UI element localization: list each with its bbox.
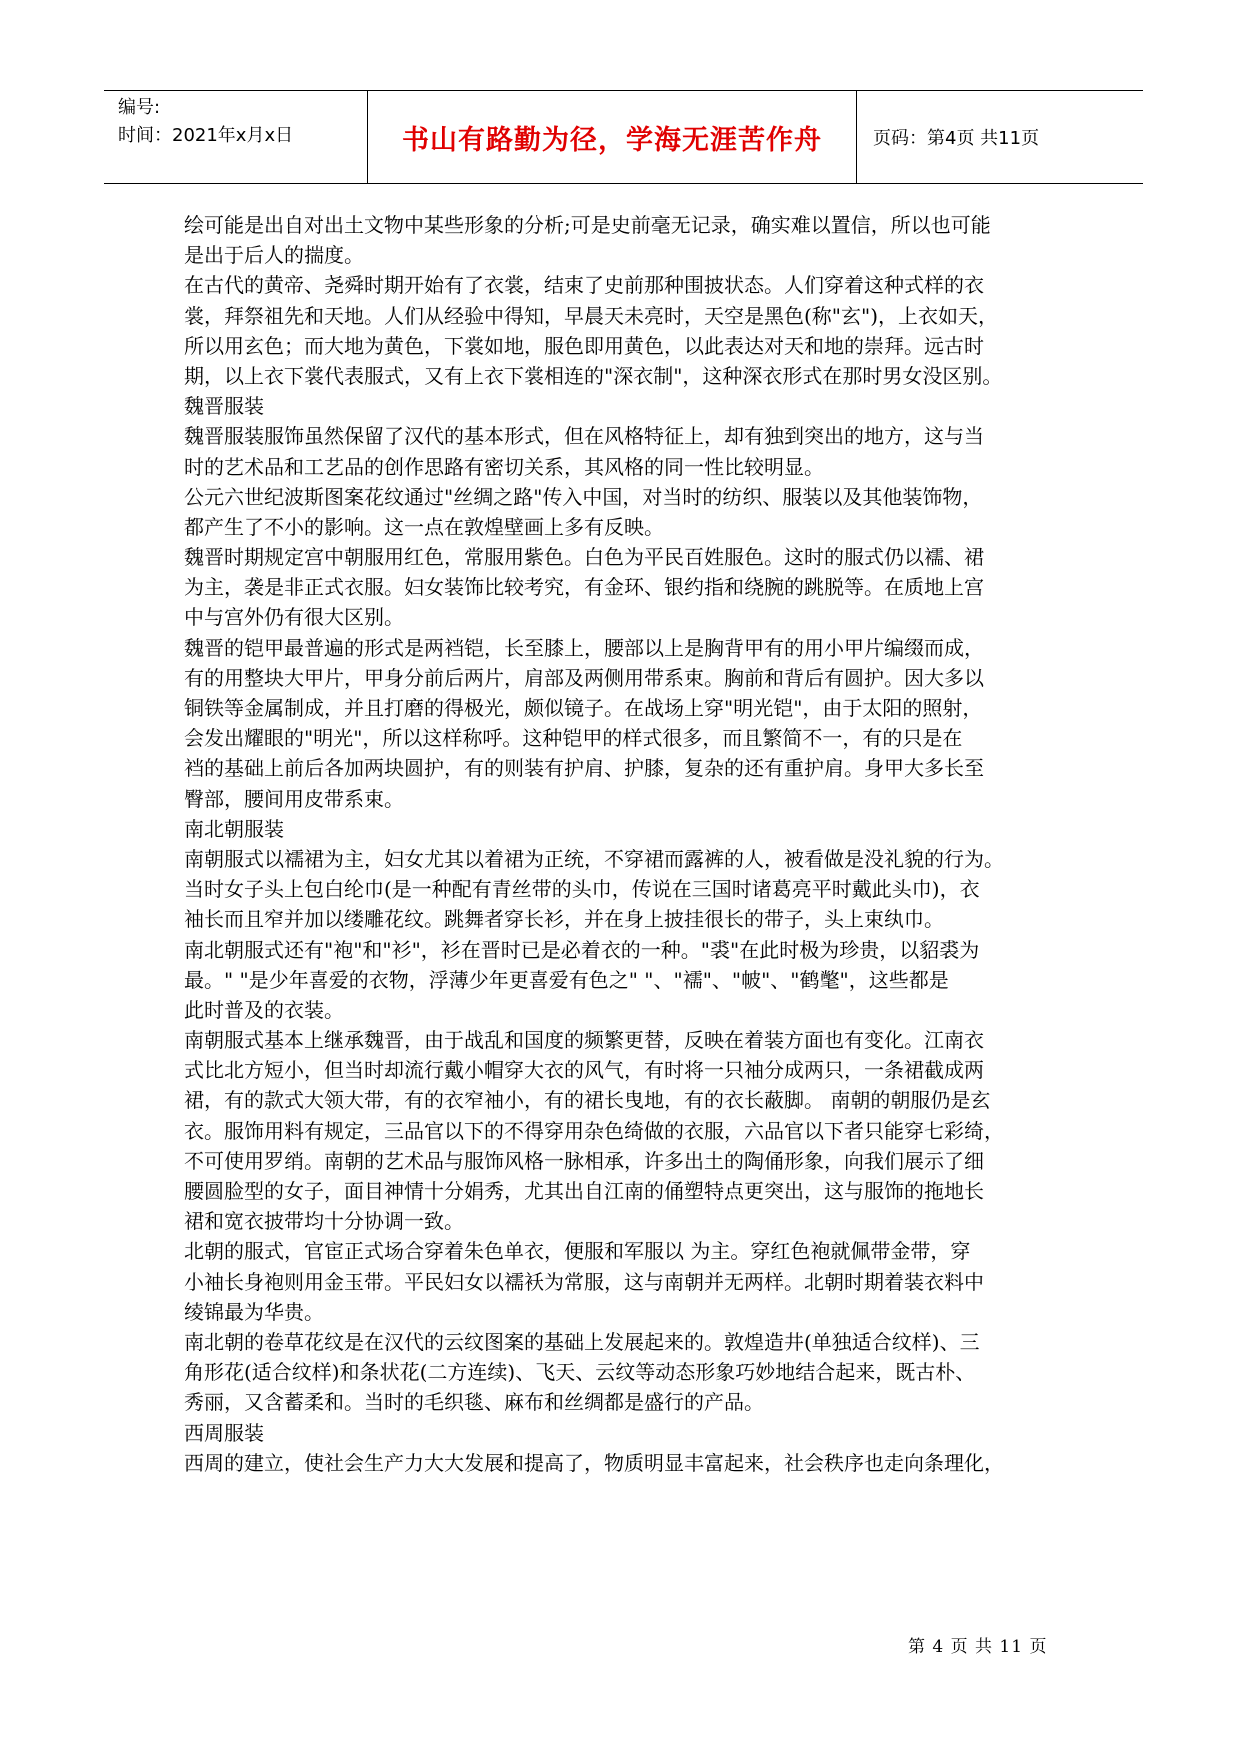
body-line: 时的艺术品和工艺品的创作思路有密切关系，其风格的同一性比较明显。 <box>184 454 824 479</box>
body-line: 魏晋的铠甲最普遍的形式是两裆铠，长至膝上，腰部以上是胸背甲有的用小甲片编缀而成， <box>184 635 984 660</box>
body-line: 裙和宽衣披带均十分协调一致。 <box>184 1209 464 1234</box>
header-page-label: 页码：第4页 共11页 <box>873 128 1040 149</box>
body-line: 当时女子头上包白纶巾(是一种配有青丝带的头巾，传说在三国时诸葛亮平时戴此头巾)，衣 <box>184 877 980 902</box>
body-line: 南北朝服式还有"袍"和"衫"，衫在晋时已是必着衣的一种。"裘"在此时极为珍贵，以貂裘为 <box>184 937 980 962</box>
body-line: 所以用玄色；而大地为黄色，下裳如地，服色即用黄色，以此表达对天和地的崇拜。远古时 <box>184 333 984 358</box>
body-line: 袖长而且窄并加以缕雕花纹。跳舞者穿长衫，并在身上披挂很长的带子，头上束纨巾。 <box>184 907 944 932</box>
header-motto: 书山有路勤为径，学海无涯苦作舟 <box>368 91 857 183</box>
body-line: 南北朝服装 <box>184 816 284 841</box>
body-line: 裙，有的款式大领大带，有的衣窄袖小，有的裙长曳地，有的衣长蔽脚。 南朝的朝服仍是玄 <box>184 1088 991 1113</box>
body-line: 裳，拜祭祖先和天地。人们从经验中得知，早晨天未亮时，天空是黑色(称"玄")，上衣如天， <box>184 303 999 328</box>
document-body <box>184 210 1073 1478</box>
time-label: 时间：2021年x月x日 <box>118 125 294 146</box>
header-info <box>104 91 368 183</box>
body-line: 西周的建立，使社会生产力大大发展和提高了，物质明显丰富起来，社会秩序也走向条理化， <box>184 1450 1004 1475</box>
body-line: 在古代的黄帝、尧舜时期开始有了衣裳，结束了史前那种围披状态。人们穿着这种式样的衣 <box>184 273 984 298</box>
body-line: 最。" "是少年喜爱的衣物，浮薄少年更喜爱有色之" "、"襦"、"帔"、"鹤氅"，这些都是 <box>184 967 949 992</box>
body-line: 南北朝的卷草花纹是在汉代的云纹图案的基础上发展起来的。敦煌造井(单独适合纹样)、三 <box>184 1329 980 1354</box>
body-line: 衣。服饰用料有规定，三品官以下的不得穿用杂色绮做的衣服，六品官以下者只能穿七彩绮， <box>184 1118 1004 1143</box>
body-line: 为主，袭是非正式衣服。妇女装饰比较考究，有金环、银约指和绕腕的跳脱等。在质地上宫 <box>184 575 984 600</box>
body-line: 是出于后人的揣度。 <box>184 243 364 268</box>
body-line: 此时普及的衣装。 <box>184 997 344 1022</box>
body-line: 臀部，腰间用皮带系束。 <box>184 786 404 811</box>
body-line: 南朝服式基本上继承魏晋，由于战乱和国度的频繁更替，反映在着装方面也有变化。江南衣 <box>184 1028 984 1053</box>
body-line: 中与宫外仍有很大区别。 <box>184 605 404 630</box>
body-line: 会发出耀眼的"明光"，所以这样称呼。这种铠甲的样式很多，而且繁简不一，有的只是在 <box>184 726 963 751</box>
body-line: 秀丽，又含蓄柔和。当时的毛织毯、麻布和丝绸都是盛行的产品。 <box>184 1390 764 1415</box>
body-line: 有的用整块大甲片，甲身分前后两片，肩部及两侧用带系束。胸前和背后有圆护。因大多以 <box>184 665 984 690</box>
body-line: 西周服装 <box>184 1420 264 1445</box>
body-line: 角形花(适合纹样)和条状花(二方连续)、飞天、云纹等动态形象巧妙地结合起来，既古朴、 <box>184 1360 976 1385</box>
body-line: 铜铁等金属制成，并且打磨的得极光，颇似镜子。在战场上穿"明光铠"，由于太阳的照射， <box>184 696 983 720</box>
body-line: 不可使用罗绡。南朝的艺术品与服饰风格一脉相承，许多出土的陶俑形象，向我们展示了细 <box>184 1148 984 1173</box>
body-line: 裆的基础上前后各加两块圆护，有的则装有护肩、护膝，复杂的还有重护肩。身甲大多长至 <box>184 756 984 781</box>
page-footer: 第 4 页 共 11 页 <box>908 1637 1048 1657</box>
body-line: 南朝服式以襦裙为主，妇女尤其以着裙为正统，不穿裙而露裤的人，被看做是没礼貌的行为。 <box>184 846 1004 871</box>
body-line: 腰圆脸型的女子，面目神情十分娟秀，尤其出自江南的俑塑特点更突出，这与服饰的拖地长 <box>184 1179 984 1203</box>
document-header <box>104 90 1143 184</box>
body-line: 期，以上衣下裳代表服式，又有上衣下裳相连的"深衣制"，这种深衣形式在那时男女没区别。 <box>184 363 1003 388</box>
body-line: 魏晋服装 <box>184 394 264 419</box>
body-line: 都产生了不小的影响。这一点在敦煌壁画上多有反映。 <box>184 514 664 539</box>
serial-label: 编号: <box>118 97 161 118</box>
body-line: 绘可能是出自对出土文物中某些形象的分析;可是史前毫无记录，确实难以置信，所以也可能 <box>184 213 991 237</box>
body-line: 公元六世纪波斯图案花纹通过"丝绸之路"传入中国，对当时的纺织、服装以及其他装饰物， <box>184 484 983 509</box>
body-line: 魏晋时期规定宫中朝服用红色，常服用紫色。白色为平民百姓服色。这时的服式仍以襦、裙 <box>184 545 984 570</box>
body-line: 小袖长身袍则用金玉带。平民妇女以襦袄为常服，这与南朝并无两样。北朝时期着装衣料中 <box>184 1269 984 1294</box>
body-line: 绫锦最为华贵。 <box>184 1299 324 1324</box>
body-line: 式比北方短小，但当时却流行戴小帽穿大衣的风气，有时将一只袖分成两只，一条裙截成两 <box>184 1058 984 1083</box>
body-line: 北朝的服式，官宦正式场合穿着朱色单衣，便服和军服以 为主。穿红色袍就佩带金带，穿 <box>184 1239 971 1264</box>
body-line: 魏晋服装服饰虽然保留了汉代的基本形式，但在风格特征上，却有独到突出的地方，这与当 <box>184 424 984 449</box>
